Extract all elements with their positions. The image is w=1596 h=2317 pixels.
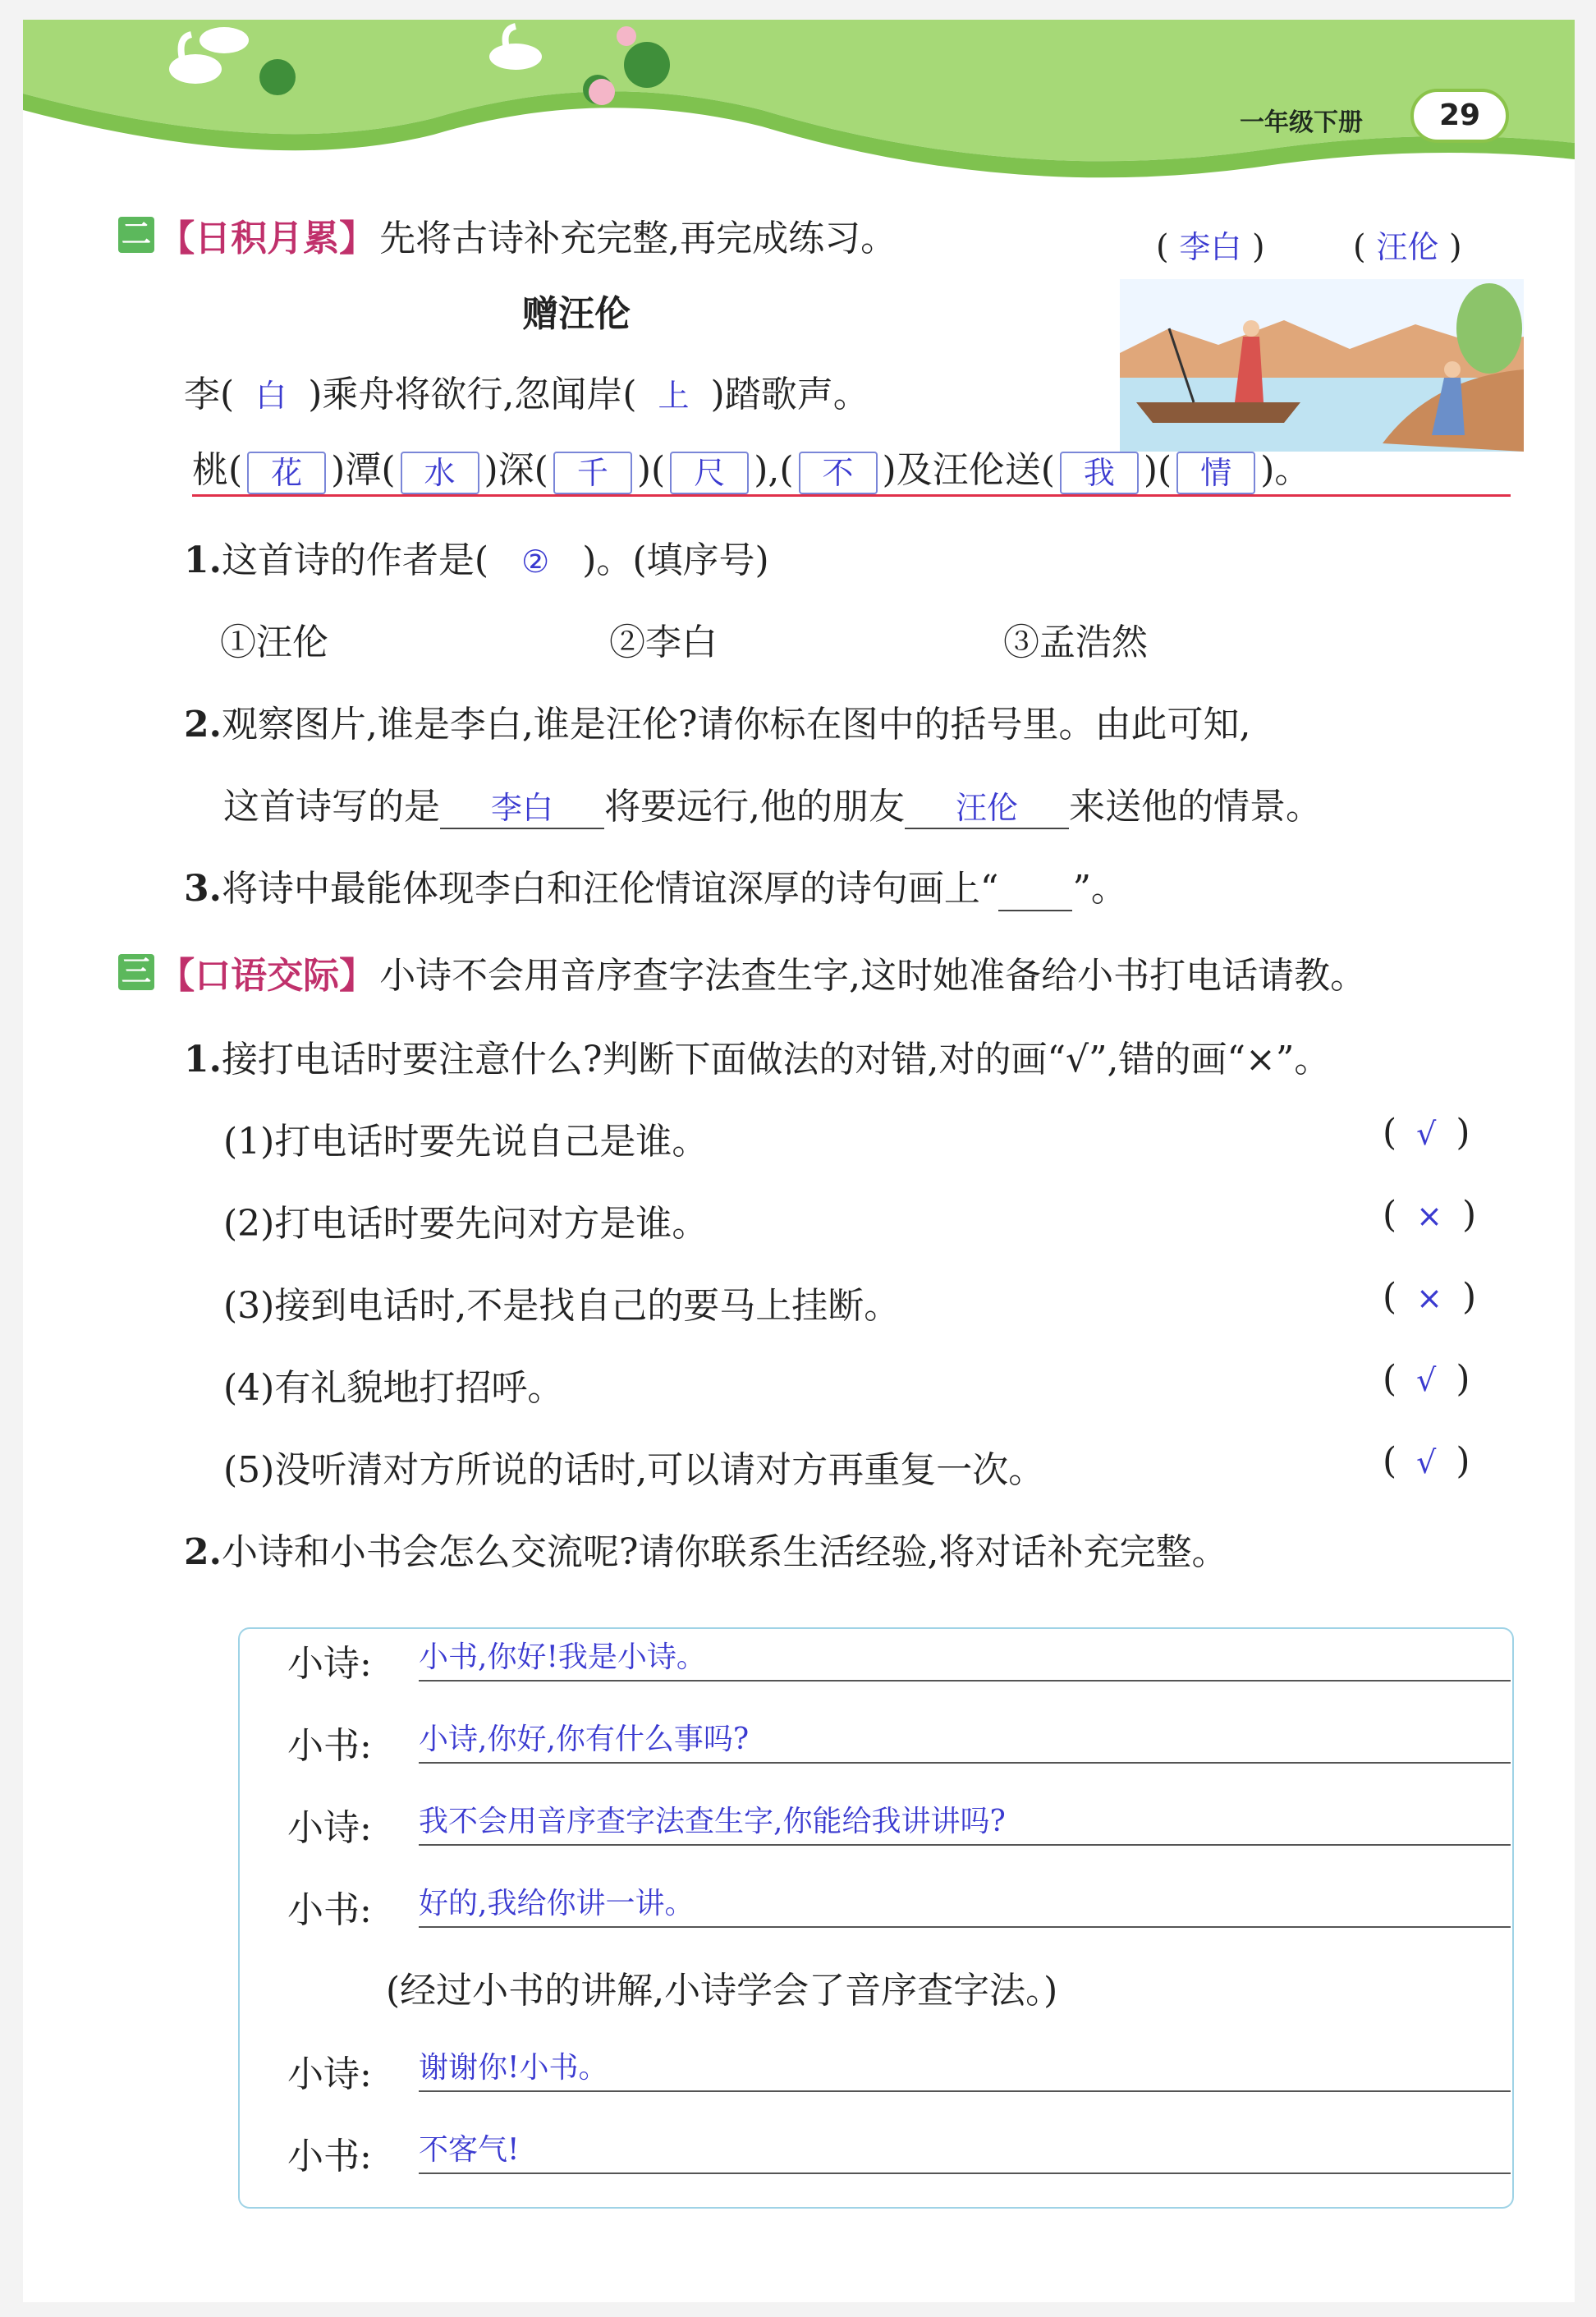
poem-answer: 上: [658, 378, 690, 414]
s3-q1: 1.接打电话时要注意什么?判断下面做法的对错,对的画“√”,错的画“×”。: [184, 1039, 1331, 1081]
s3-item-2-answer: ( × ): [1383, 1194, 1477, 1236]
section3-heading: [118, 946, 1366, 998]
dialog-line: 我不会用音序查字法查生字,你能给我讲讲吗?: [419, 1801, 1511, 1846]
s3-item-5-answer: ( √ ): [1383, 1440, 1470, 1482]
poem-answer-box: 情: [1176, 452, 1255, 494]
s2-q1-option-1: ①汪伦: [220, 622, 328, 663]
section2-heading: [118, 209, 897, 261]
dialog-row: [287, 1634, 1511, 1683]
willow-tree-icon: [1456, 283, 1522, 374]
s3-item-4-answer: ( √ ): [1383, 1358, 1470, 1400]
dialog-line: 小诗,你好,你有什么事吗?: [419, 1719, 1511, 1764]
dialog-speaker: 小诗:: [287, 1807, 372, 1849]
s3-q2: 2.小诗和小书会怎么交流呢?请你联系生活经验,将对话补充完整。: [184, 1531, 1228, 1573]
poem-answer: 白: [255, 378, 287, 414]
dialog-speaker: 小书:: [287, 1725, 372, 1767]
picture-label-left: ( 李白 ): [1156, 228, 1265, 266]
poem-answer-box: 水: [401, 452, 479, 494]
poem-title: 赠汪伦: [522, 293, 631, 335]
q1-answer: ②: [521, 544, 550, 580]
poem-answer-box: 花: [247, 452, 326, 494]
dialog-line: 谢谢你!小书。: [419, 2048, 1511, 2092]
page-number: 29: [1410, 89, 1509, 143]
s2-q1-option-3: ③孟浩然: [1003, 622, 1148, 663]
dialog-speaker: 小诗:: [287, 2053, 372, 2095]
dialog-row: [287, 1716, 1511, 1765]
poem-line-1: 李( 白 )乘舟将欲行,忽闻岸( 上 )踏歌声。: [184, 374, 869, 415]
s2-q2-line1: 2.观察图片,谁是李白,谁是汪伦?请你标在图中的括号里。由此可知,: [184, 704, 1251, 746]
s3-item-5: (5)没听清对方所说的话时,可以请对方再重复一次。: [223, 1449, 1045, 1491]
dialog-speaker: 小诗:: [287, 1643, 372, 1685]
section2-title: 【日积月累】: [158, 218, 376, 259]
s2-q2-line2: 这首诗写的是 李白 将要远行,他的朋友 汪伦 来送他的情景。: [223, 777, 1322, 829]
poem-underline: [192, 494, 1511, 497]
section2-instruction: 先将古诗补充完整,再完成练习。: [379, 218, 897, 259]
q2-answer-2: 汪伦: [905, 782, 1069, 829]
dialog-line: 好的,我给你讲一讲。: [419, 1883, 1511, 1928]
section2-badge: 二: [118, 217, 154, 253]
section3-title: 【口语交际】: [158, 955, 376, 997]
section3-badge: 三: [118, 954, 154, 990]
dialog-row: [287, 2044, 1511, 2094]
workbook-page: [23, 20, 1575, 2302]
s3-item-3-answer: ( × ): [1383, 1276, 1477, 1318]
dialog-speaker: 小书:: [287, 1889, 372, 1931]
dialog-line: 小书,你好!我是小诗。: [419, 1637, 1511, 1682]
dialog-row: [287, 1880, 1511, 1929]
poem-answer-box: 尺: [670, 452, 749, 494]
dialog-speaker: 小书:: [287, 2136, 372, 2177]
poem-line-2: 桃( 花 )潭( 水 )深( 千 )( 尺 ),( 不 )及汪伦送( 我 )( 情 )。: [192, 440, 1310, 494]
section3-instruction: 小诗不会用音序查字法查生字,这时她准备给小书打电话请教。: [379, 955, 1367, 997]
s3-item-1-answer: ( √ ): [1383, 1112, 1470, 1154]
dialog-row: [287, 1798, 1511, 1847]
s2-q1: 1.这首诗的作者是( ② )。(填序号): [184, 539, 769, 581]
poem-answer-box: 不: [799, 452, 878, 494]
s3-item-3: (3)接到电话时,不是找自己的要马上挂断。: [223, 1285, 901, 1327]
picture-label-right: ( 汪伦 ): [1353, 228, 1462, 266]
q2-answer-1: 李白: [440, 782, 604, 829]
s2-q1-option-2: ②李白: [609, 622, 718, 663]
dialog-narration: (经过小书的讲解,小诗学会了音序查字法。): [386, 1970, 1058, 2012]
s3-item-1: (1)打电话时要先说自己是谁。: [223, 1121, 709, 1163]
poem-answer-box: 千: [553, 452, 632, 494]
s3-item-4: (4)有礼貌地打招呼。: [223, 1367, 564, 1409]
poem-answer-box: 我: [1060, 452, 1139, 494]
s3-item-2: (2)打电话时要先问对方是谁。: [223, 1203, 709, 1245]
grade-label: 一年级下册: [1240, 108, 1363, 137]
poem-illustration: [1120, 279, 1524, 452]
dialog-row: [287, 2127, 1511, 2176]
dialog-line: 不客气!: [419, 2130, 1511, 2174]
s2-q3: 3.将诗中最能体现李白和汪伦情谊深厚的诗句画上“ ”。: [184, 868, 1127, 910]
